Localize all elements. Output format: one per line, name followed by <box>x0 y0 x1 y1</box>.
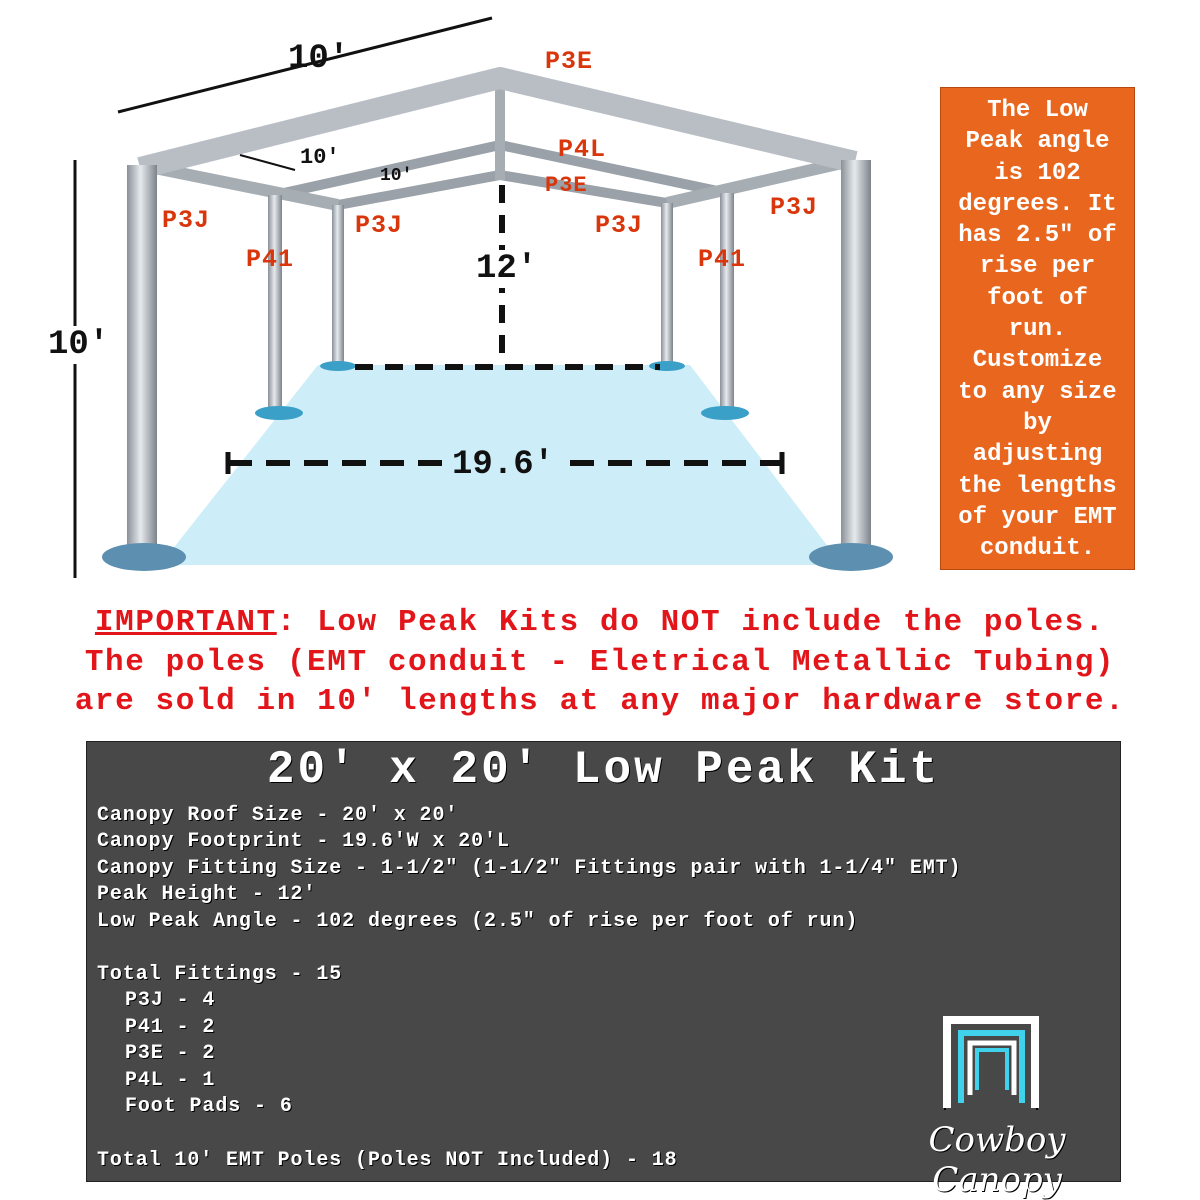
note-line: rise per <box>979 253 1096 281</box>
note-line: is 102 <box>994 159 1081 187</box>
note-line: has 2.5" of <box>958 222 1117 250</box>
fitting-item: P3E - 2 <box>125 1042 216 1065</box>
spec-line: Canopy Footprint - 19.6'W x 20'L <box>97 830 510 853</box>
kit-spec-panel <box>86 741 1121 1200</box>
fittings-header: Total Fittings - 15 <box>97 963 343 986</box>
part-label-p3e-front: P3E <box>545 47 594 76</box>
poles-total: Total 10' EMT Poles (Poles NOT Included) - 18 <box>97 1149 678 1172</box>
part-label-p3j-front-left: P3J <box>162 206 211 235</box>
part-label-p4l: P4L <box>558 135 607 164</box>
peak-height-label: 12' <box>476 250 538 288</box>
spec-line: Canopy Fitting Size - 1-1/2" (1-1/2" Fittings pair with 1-1/4" EMT) <box>97 857 962 880</box>
part-label-p3j-back-left: P3J <box>355 211 404 240</box>
note-line: of your EMT <box>958 503 1117 531</box>
fitting-item: P4L - 1 <box>125 1069 216 1092</box>
canopy-frame-diagram <box>0 0 940 590</box>
note-line: degrees. It <box>958 190 1117 218</box>
note-line: Customize <box>972 347 1103 375</box>
roof-length-label: 10' <box>288 40 350 78</box>
important-line-1: : Low Peak Kits do NOT include the poles. <box>276 605 1106 640</box>
note-line: conduit. <box>979 535 1096 563</box>
spec-line: Canopy Roof Size - 20' x 20' <box>97 804 459 827</box>
note-line: the lengths <box>958 472 1117 500</box>
spec-line: Low Peak Angle - 102 degrees (2.5" of rise per foot of run) <box>97 910 859 933</box>
important-notice <box>40 603 1160 722</box>
note-line: The Low <box>987 97 1088 124</box>
side-height-label: 10' <box>48 326 110 364</box>
part-label-p3j-front-right: P3J <box>770 193 819 222</box>
part-label-p41-left: P41 <box>246 245 295 274</box>
width-label: 19.6' <box>444 446 562 484</box>
note-line: by <box>1023 409 1052 437</box>
fitting-item: Foot Pads - 6 <box>125 1095 293 1118</box>
note-line: adjusting <box>972 441 1103 469</box>
inner-roof-label-1: 10' <box>300 145 340 170</box>
note-line: foot of <box>987 284 1088 312</box>
part-label-p3e-back: P3E <box>545 173 588 198</box>
peak-angle-note <box>940 87 1135 570</box>
important-line-2: The poles (EMT conduit - Eletrical Metallic Tubing) <box>84 644 1116 680</box>
part-label-p41-right: P41 <box>698 245 747 274</box>
fitting-item: P41 - 2 <box>125 1016 216 1039</box>
note-line: to any size <box>958 378 1117 406</box>
inner-roof-label-2: 10' <box>380 166 413 186</box>
note-line: run. <box>1008 316 1067 344</box>
brand-name: Cowboy Canopy <box>928 1120 1066 1200</box>
important-keyword: IMPORTANT <box>94 605 277 640</box>
spec-line: Peak Height - 12' <box>97 883 317 906</box>
note-line: Peak angle <box>965 128 1110 156</box>
important-line-3: are sold in 10' lengths at any major hardware store. <box>74 684 1126 719</box>
fitting-item: P3J - 4 <box>125 989 216 1012</box>
part-label-p3j-back-right: P3J <box>595 211 644 240</box>
kit-title: 20' x 20' Low Peak Kit <box>266 744 941 796</box>
